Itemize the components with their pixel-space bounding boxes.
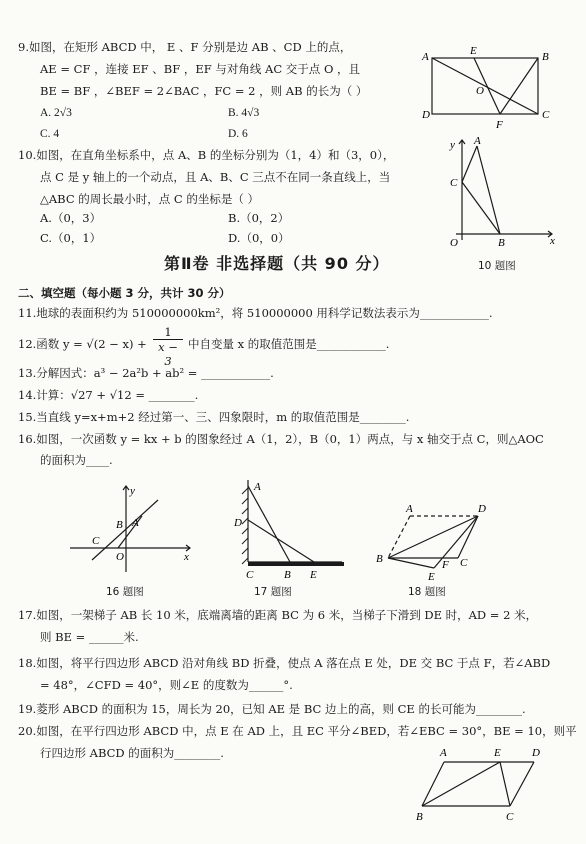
q20-line2: 行四边形 ABCD 的面积为________. [40, 746, 224, 760]
q12-left: 12.函数 y = √(2 − x) + [18, 337, 147, 351]
fig18-label-a: A [406, 503, 413, 515]
fig18-label-c: C [460, 557, 468, 569]
figure-16-linear-function [66, 480, 194, 576]
q17-line1: 17.如图，一架梯子 AB 长 10 米，底端离墙的距离 BC 为 6 米，当梯子下滑到 DE 时，AD = 2 米， [18, 608, 538, 622]
q12-fraction [153, 325, 183, 368]
fig16-label-x: x [184, 551, 189, 563]
fig17-label-e: E [310, 569, 317, 581]
fig9-label-d: D [422, 109, 430, 121]
section-fill-blank: 二、填空题（每小题 3 分，共计 30 分） [18, 286, 231, 300]
fig10-label-y: y [450, 139, 455, 151]
fig9-label-a: A [422, 51, 429, 63]
q14: 14.计算：√27 + √12 = ________. [18, 388, 199, 402]
q10-line2: 点 C 是 y 轴上的一个动点，且 A、B、C 三点不在同一条直线上，当 [40, 170, 391, 184]
q10-option-a: A.（0，3） [40, 211, 102, 225]
q9-line3: BE = BF ，∠BEF = 2∠BAC ，FC = 2 ，则 AB 的长为（ ） [40, 84, 368, 98]
figure-10-coordinate [440, 134, 560, 250]
q16-line1: 16.如图，一次函数 y = kx + b 的图象经过 A（1，2），B（0，1）两点，与 x 轴交于点 C，则△AOC [18, 432, 544, 446]
fig16-label-y: y [130, 485, 135, 497]
fig9-label-c: C [542, 109, 550, 121]
part2-title: 第Ⅱ卷 非选择题（共 90 分） [164, 254, 390, 273]
fig17-label-c: C [246, 569, 254, 581]
fig17-label-a: A [254, 481, 261, 493]
q10-option-b: B.（0，2） [228, 211, 290, 225]
q10-line3: △ABC 的周长最小时，点 C 的坐标是（ ） [40, 192, 260, 206]
q11: 11.地球的表面积约为 510000000km²，将 510000000 用科学记数法表示为____________. [18, 306, 493, 320]
figure-18-parallelogram-fold [374, 496, 496, 582]
fig10-caption: 10 题图 [478, 260, 516, 272]
fig16-label-b: B [116, 519, 123, 531]
q15: 15.当直线 y=x+m+2 经过第一、三、四象限时，m 的取值范围是________. [18, 410, 410, 424]
q12-right: 中自变量 x 的取值范围是____________. [188, 337, 390, 351]
fig17-caption: 17 题图 [254, 586, 292, 598]
fig20-label-d: D [532, 747, 540, 759]
q10-option-c: C.（0，1） [40, 231, 102, 245]
q9-option-d: D. 6 [228, 128, 248, 140]
q9-line1: 9.如图，在矩形 ABCD 中， E 、F 分别是边 AB 、CD 上的点， [18, 40, 352, 54]
q18-line1: 18.如图，将平行四边形 ABCD 沿对角线 BD 折叠，使点 A 落在点 E 处，DE 交 BC 于点 F，若∠ABD [18, 656, 551, 670]
figure-17-ladder [226, 474, 352, 584]
q9-option-b: B. 4√3 [228, 107, 260, 119]
fig9-label-b: B [542, 51, 549, 63]
q12-fraction-num: 1 [153, 325, 183, 340]
fig20-label-e: E [494, 747, 501, 759]
q10-line1: 10.如图，在直角坐标系中，点 A、B 的坐标分别为（1，4）和（3，0）， [18, 148, 395, 162]
q9-option-c: C. 4 [40, 128, 60, 140]
fig20-label-c: C [506, 811, 514, 823]
fig10-label-a: A [474, 135, 481, 147]
fig18-label-b: B [376, 553, 383, 565]
fig10-label-b: B [498, 237, 505, 249]
q20-line1: 20.如图，在平行四边形 ABCD 中，点 E 在 AD 上，且 EC 平分∠BED，若∠EBC = 30°，BE = 10，则平 [18, 724, 577, 738]
fig10-label-x: x [550, 235, 555, 247]
q12-fraction-den: x − 3 [158, 340, 178, 368]
fig18-label-d: D [478, 503, 486, 515]
figure-20-parallelogram [410, 744, 550, 824]
q10-option-d: D.（0，0） [228, 231, 290, 245]
fig20-label-b: B [416, 811, 423, 823]
q17-line2: 则 BE = ______米. [40, 630, 139, 644]
q18-line2: = 48°，∠CFD = 40°，则∠E 的度数为______°. [40, 678, 293, 692]
fig16-label-a: A [132, 517, 139, 529]
fig10-label-o: O [450, 237, 458, 249]
fig18-label-f: F [442, 559, 449, 571]
fig9-label-e: E [470, 45, 477, 57]
q13: 13.分解因式：a³ − 2a²b + ab² = ____________. [18, 366, 274, 380]
fig9-label-o: O [476, 85, 484, 97]
q16-line2: 的面积为____. [40, 453, 113, 467]
fig17-label-b: B [284, 569, 291, 581]
q19: 19.菱形 ABCD 的面积为 15，周长为 20，已知 AE 是 BC 边上的高，则 CE 的长可能为________. [18, 702, 526, 716]
fig16-label-o: O [116, 551, 124, 563]
q9-line2: AE = CF ，连接 EF 、BF ，EF 与对角线 AC 交于点 O ，且 [40, 62, 361, 76]
fig18-label-e: E [428, 571, 435, 582]
fig16-label-c: C [92, 535, 100, 547]
fig10-label-c: C [450, 177, 458, 189]
figure-9-rectangle [418, 44, 558, 130]
fig20-label-a: A [440, 747, 447, 759]
fig16-caption: 16 题图 [106, 586, 144, 598]
fig18-caption: 18 题图 [408, 586, 446, 598]
fig9-label-f: F [496, 119, 503, 130]
fig17-label-d: D [234, 517, 242, 529]
q9-option-a: A. 2√3 [40, 107, 72, 119]
